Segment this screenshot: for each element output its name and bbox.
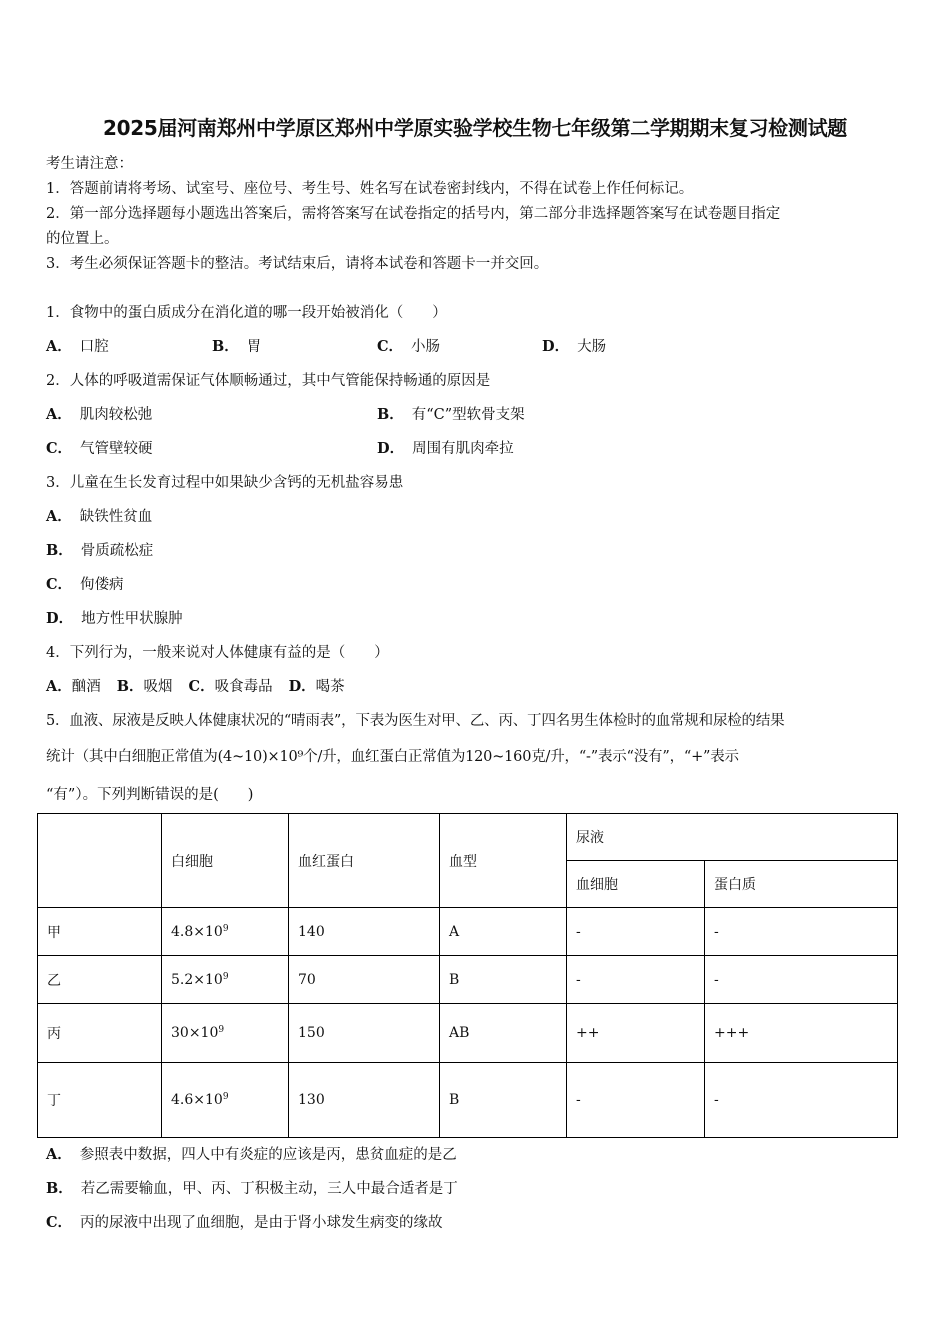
q4-options bbox=[46, 675, 345, 696]
option-label: C． bbox=[188, 678, 215, 695]
q3-option-c bbox=[46, 573, 124, 594]
row-wbc bbox=[162, 1004, 289, 1063]
option-label: A． bbox=[46, 1146, 72, 1163]
row-urine-protein: - bbox=[705, 1063, 898, 1138]
notice-item: 的位置上。 bbox=[46, 231, 119, 247]
header-hemoglobin: 血红蛋白 bbox=[289, 814, 440, 908]
wbc-exponent: 9 bbox=[218, 1025, 225, 1035]
row-name: 乙 bbox=[38, 956, 162, 1004]
q1-option-b bbox=[212, 335, 261, 356]
option-text: 气管壁较硬 bbox=[80, 441, 153, 457]
row-hemoglobin: 70 bbox=[289, 956, 440, 1004]
option-text: 缺铁性贫血 bbox=[79, 509, 153, 525]
wbc-base: 5.2×10 bbox=[171, 971, 223, 988]
exam-results-table bbox=[37, 813, 898, 1138]
row-blood-type: AB bbox=[440, 1004, 567, 1063]
wbc-base: 4.8×10 bbox=[171, 923, 223, 940]
option-text: 喝茶 bbox=[315, 679, 345, 695]
option-text: 若乙需要输血，甲、丙、丁积极主动，三人中最合适者是丁 bbox=[80, 1181, 458, 1197]
row-hemoglobin: 150 bbox=[289, 1004, 440, 1063]
option-text: 口腔 bbox=[79, 339, 109, 355]
option-text: 肌肉较松弛 bbox=[79, 407, 153, 423]
q3-option-b bbox=[46, 539, 153, 560]
notice-heading: 考生请注意： bbox=[46, 156, 133, 172]
notice-item: 1．答题前请将考场、试室号、座位号、考生号、姓名写在试卷密封线内，不得在试卷上作任何标记。 bbox=[46, 181, 694, 197]
table-header-row bbox=[38, 814, 898, 861]
row-name: 甲 bbox=[38, 908, 162, 956]
row-name: 丙 bbox=[38, 1004, 162, 1063]
option-label: D． bbox=[288, 678, 316, 695]
q1-option-a bbox=[46, 335, 109, 356]
question-5-stem-line: “有”）。下列判断错误的是( ) bbox=[46, 787, 254, 803]
question-5-stem-line: 5．血液、尿液是反映人体健康状况的“晴雨表”，下表为医生对甲、乙、丙、丁四名男生体检时的血常规和尿检的结果 bbox=[46, 713, 785, 729]
table-row bbox=[38, 956, 898, 1004]
option-label: B． bbox=[212, 338, 239, 355]
option-label: A． bbox=[46, 338, 72, 355]
option-text: 吸烟 bbox=[143, 679, 173, 695]
option-label: B． bbox=[377, 406, 404, 423]
option-label: A． bbox=[46, 406, 72, 423]
option-label: B． bbox=[116, 678, 144, 695]
option-label: A． bbox=[46, 508, 72, 525]
row-wbc bbox=[162, 908, 289, 956]
header-blank-cell bbox=[38, 814, 162, 908]
option-text: 周围有肌肉牵拉 bbox=[412, 441, 514, 457]
row-hemoglobin: 140 bbox=[289, 908, 440, 956]
header-wbc: 白细胞 bbox=[162, 814, 289, 908]
option-text: 骨质疏松症 bbox=[80, 543, 154, 559]
q2-option-d bbox=[377, 437, 514, 458]
header-urine-protein: 蛋白质 bbox=[705, 861, 898, 908]
q5-option-a bbox=[46, 1143, 457, 1164]
row-blood-type: A bbox=[440, 908, 567, 956]
wbc-exponent: 9 bbox=[222, 923, 229, 934]
row-name: 丁 bbox=[38, 1063, 162, 1138]
table-row bbox=[38, 908, 898, 956]
row-urine-blood-cells: - bbox=[567, 956, 705, 1004]
q1-option-d bbox=[542, 335, 606, 356]
table-row bbox=[38, 1063, 898, 1138]
wbc-base: 30×10 bbox=[171, 1025, 219, 1041]
option-text: 胃 bbox=[246, 339, 262, 355]
q5-option-b bbox=[46, 1177, 458, 1198]
question-2-stem: 2．人体的呼吸道需保证气体顺畅通过，其中气管能保持畅通的原因是 bbox=[46, 373, 491, 389]
option-label: C． bbox=[377, 338, 404, 355]
header-blood-type: 血型 bbox=[440, 814, 567, 908]
page-title: 2025届河南郑州中学原区郑州中学原实验学校生物七年级第二学期期末复习检测试题 bbox=[103, 116, 847, 140]
row-urine-blood-cells: - bbox=[567, 1063, 705, 1138]
wbc-exponent: 9 bbox=[222, 971, 229, 982]
row-urine-protein: - bbox=[705, 908, 898, 956]
option-label: C． bbox=[46, 576, 73, 593]
row-urine-blood-cells: ++ bbox=[567, 1004, 705, 1063]
wbc-exponent: 9 bbox=[222, 1092, 229, 1102]
header-urine-blood-cells: 血细胞 bbox=[567, 861, 705, 908]
option-text: 吸食毒品 bbox=[214, 679, 273, 695]
option-label: D． bbox=[377, 440, 405, 457]
row-urine-blood-cells: - bbox=[567, 908, 705, 956]
option-label: D． bbox=[46, 610, 74, 627]
row-blood-type: B bbox=[440, 1063, 567, 1138]
question-3-stem: 3．儿童在生长发育过程中如果缺少含钙的无机盐容易患 bbox=[46, 475, 404, 491]
q2-option-a bbox=[46, 403, 152, 424]
option-text: 大肠 bbox=[577, 339, 607, 355]
option-text: 参照表中数据，四人中有炎症的应该是丙，患贫血症的是乙 bbox=[79, 1147, 457, 1163]
row-urine-protein: - bbox=[705, 956, 898, 1004]
header-urine: 尿液 bbox=[567, 814, 898, 861]
q1-option-c bbox=[377, 335, 440, 356]
row-wbc bbox=[162, 956, 289, 1004]
question-1-stem: 1．食物中的蛋白质成分在消化道的哪一段开始被消化（ ） bbox=[46, 305, 447, 321]
option-text: 小肠 bbox=[411, 339, 441, 355]
q3-option-a bbox=[46, 505, 152, 526]
question-4-stem: 4．下列行为，一般来说对人体健康有益的是（ ） bbox=[46, 645, 389, 661]
option-label: C． bbox=[46, 440, 73, 457]
option-label: B． bbox=[46, 1180, 73, 1197]
option-label: C． bbox=[46, 1214, 73, 1231]
option-text: 地方性甲状腺肿 bbox=[81, 611, 183, 627]
option-text: 有“C”型软骨支架 bbox=[411, 407, 525, 423]
option-text: 酗酒 bbox=[71, 679, 101, 695]
option-label: D． bbox=[542, 338, 570, 355]
wbc-base: 4.6×10 bbox=[171, 1092, 223, 1108]
option-text: 丙的尿液中出现了血细胞，是由于肾小球发生病变的缘故 bbox=[80, 1215, 443, 1231]
option-label: B． bbox=[46, 542, 73, 559]
q2-option-c bbox=[46, 437, 153, 458]
q5-option-c bbox=[46, 1211, 443, 1232]
question-5-stem-line: 统计（其中白细胞正常值为(4~10)×10⁹个/升，血红蛋白正常值为120~160克/升，“-”表示“没有”，“+”表示 bbox=[46, 749, 739, 765]
option-text: 佝偻病 bbox=[80, 577, 124, 593]
q3-option-d bbox=[46, 607, 183, 628]
row-hemoglobin: 130 bbox=[289, 1063, 440, 1138]
q2-option-b bbox=[377, 403, 525, 424]
option-label: A． bbox=[46, 678, 72, 695]
table-row bbox=[38, 1004, 898, 1063]
row-wbc bbox=[162, 1063, 289, 1138]
row-urine-protein: +++ bbox=[705, 1004, 898, 1063]
notice-item: 2．第一部分选择题每小题选出答案后，需将答案写在试卷指定的括号内，第二部分非选择题答案写在试卷题目指定 bbox=[46, 206, 781, 222]
notice-item: 3．考生必须保证答题卡的整洁。考试结束后，请将本试卷和答题卡一并交回。 bbox=[46, 256, 549, 272]
row-blood-type: B bbox=[440, 956, 567, 1004]
